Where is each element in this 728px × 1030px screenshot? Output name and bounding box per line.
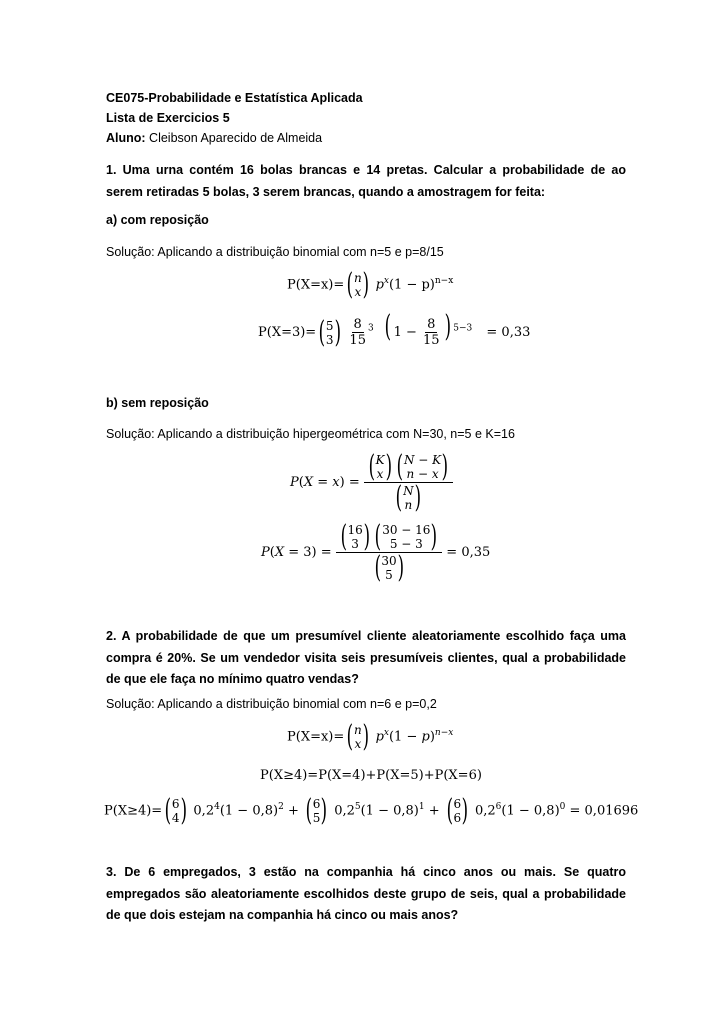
q1-a-label: a) com reposição (106, 213, 209, 227)
calc-result: = 0,35 (446, 545, 491, 560)
q2-binomial-formula: P(X=x)= ( n x ) $p^x(1 - p)^{n-x}$ (287, 719, 454, 754)
calc-result: = 0,01696 (569, 803, 639, 819)
q1-a-solution: Solução: Aplicando a distribuição binomial com n=5 e p=8/15 (106, 245, 444, 259)
formula-lhs: P(X=x)= (287, 277, 345, 293)
q2-solution: Solução: Aplicando a distribuição binomial com n=6 e p=0,2 (106, 697, 437, 711)
calc-result: = 0,33 (486, 325, 531, 340)
q1-b-label: b) sem reposição (106, 396, 209, 410)
student-line (106, 130, 322, 146)
student-label: Aluno: (106, 131, 146, 145)
fraction-8-15: $\frac{8}{15}$ (423, 317, 440, 348)
q3-statement: 3. De 6 empregados, 3 estão na companhia há cinco anos ou mais. Se quatro empregados são aleatoriamente escolhidos deste grupo de seis, qual a probabilidade de que dois estejam na companhia há cinco ou mais anos? (106, 865, 626, 922)
q2-sum-line: P(X≥4)=P(X=4)+P(X=5)+P(X=6) (260, 768, 482, 783)
fraction-8-15: $\frac{8}{15}$ (349, 317, 366, 348)
formula-exponent: n−x (434, 276, 454, 287)
student-name: Cleibson Aparecido de Almeida (145, 131, 323, 145)
calc-lhs: P(X≥4)= (104, 803, 163, 819)
hypergeometric-fraction: ( K x ) ( N − K n − x ) ( N n ) (364, 452, 453, 513)
list-title: Lista de Exercicios 5 (106, 111, 230, 125)
calc-lhs: P(X=3)= (258, 325, 317, 340)
q2-statement: 2. A probabilidade de que um presumível cliente aleatoriamente escolhido faça uma compra é 20%. Se um vendedor visita seis presumíveis clientes, qual a probabilidade de que ele faça no mínimo quatro vendas? (106, 629, 626, 686)
q2-calculation: P(X≥4)= ( 6 4 ) $0,2^4(1 - 0,8)^2$ + ( 6 5 ) $0,2^5(1 - 0,8)^1$ + ( 6 6 ) $0,2^6(1 - 0,8)^0 = 0,01696$ (104, 793, 639, 828)
binomial-coefficient: ( n x ) (346, 267, 369, 302)
q1-b-solution: Solução: Aplicando a distribuição hipergeométrica com N=30, n=5 e K=16 (106, 427, 515, 441)
q1-binomial-formula: P(X=x)= ( n x ) $p^x(1 - p)^{n-x}$ (287, 267, 454, 302)
formula-rhs: (1 − p) (388, 277, 435, 293)
q1-hypergeometric-formula: P(X = x) = ( K x ) ( N − K n − x ) ( N n ) (290, 452, 453, 513)
q1-b-calculation: P(X = 3) = ( 16 3 ) ( 30 − 16 5 − 3 ) ( 30 5 ) = 0,35 (261, 519, 491, 585)
formula-lhs: P(X=x)= (287, 729, 345, 745)
q1-statement: 1. Uma urna contém 16 bolas brancas e 14 pretas. Calcular a probabilidade de ao serem retiradas 5 bolas, 3 serem brancas, quando a amostragem for feita: (106, 163, 626, 199)
hypergeometric-calc-fraction: ( 16 3 ) ( 30 − 16 5 − 3 ) ( 30 5 ) (336, 522, 442, 583)
binomial-5-3: ( 5 3 ) (318, 314, 341, 350)
course-title: CE075-Probabilidade e Estatística Aplicada (106, 91, 363, 105)
q1-a-calculation: P(X=3)= ( 5 3 ) $\frac{8}{15}$ $^3$ ( 1 − $\frac{8}{15}$ ) $^{5-3}$ = 0,33 (258, 309, 531, 350)
